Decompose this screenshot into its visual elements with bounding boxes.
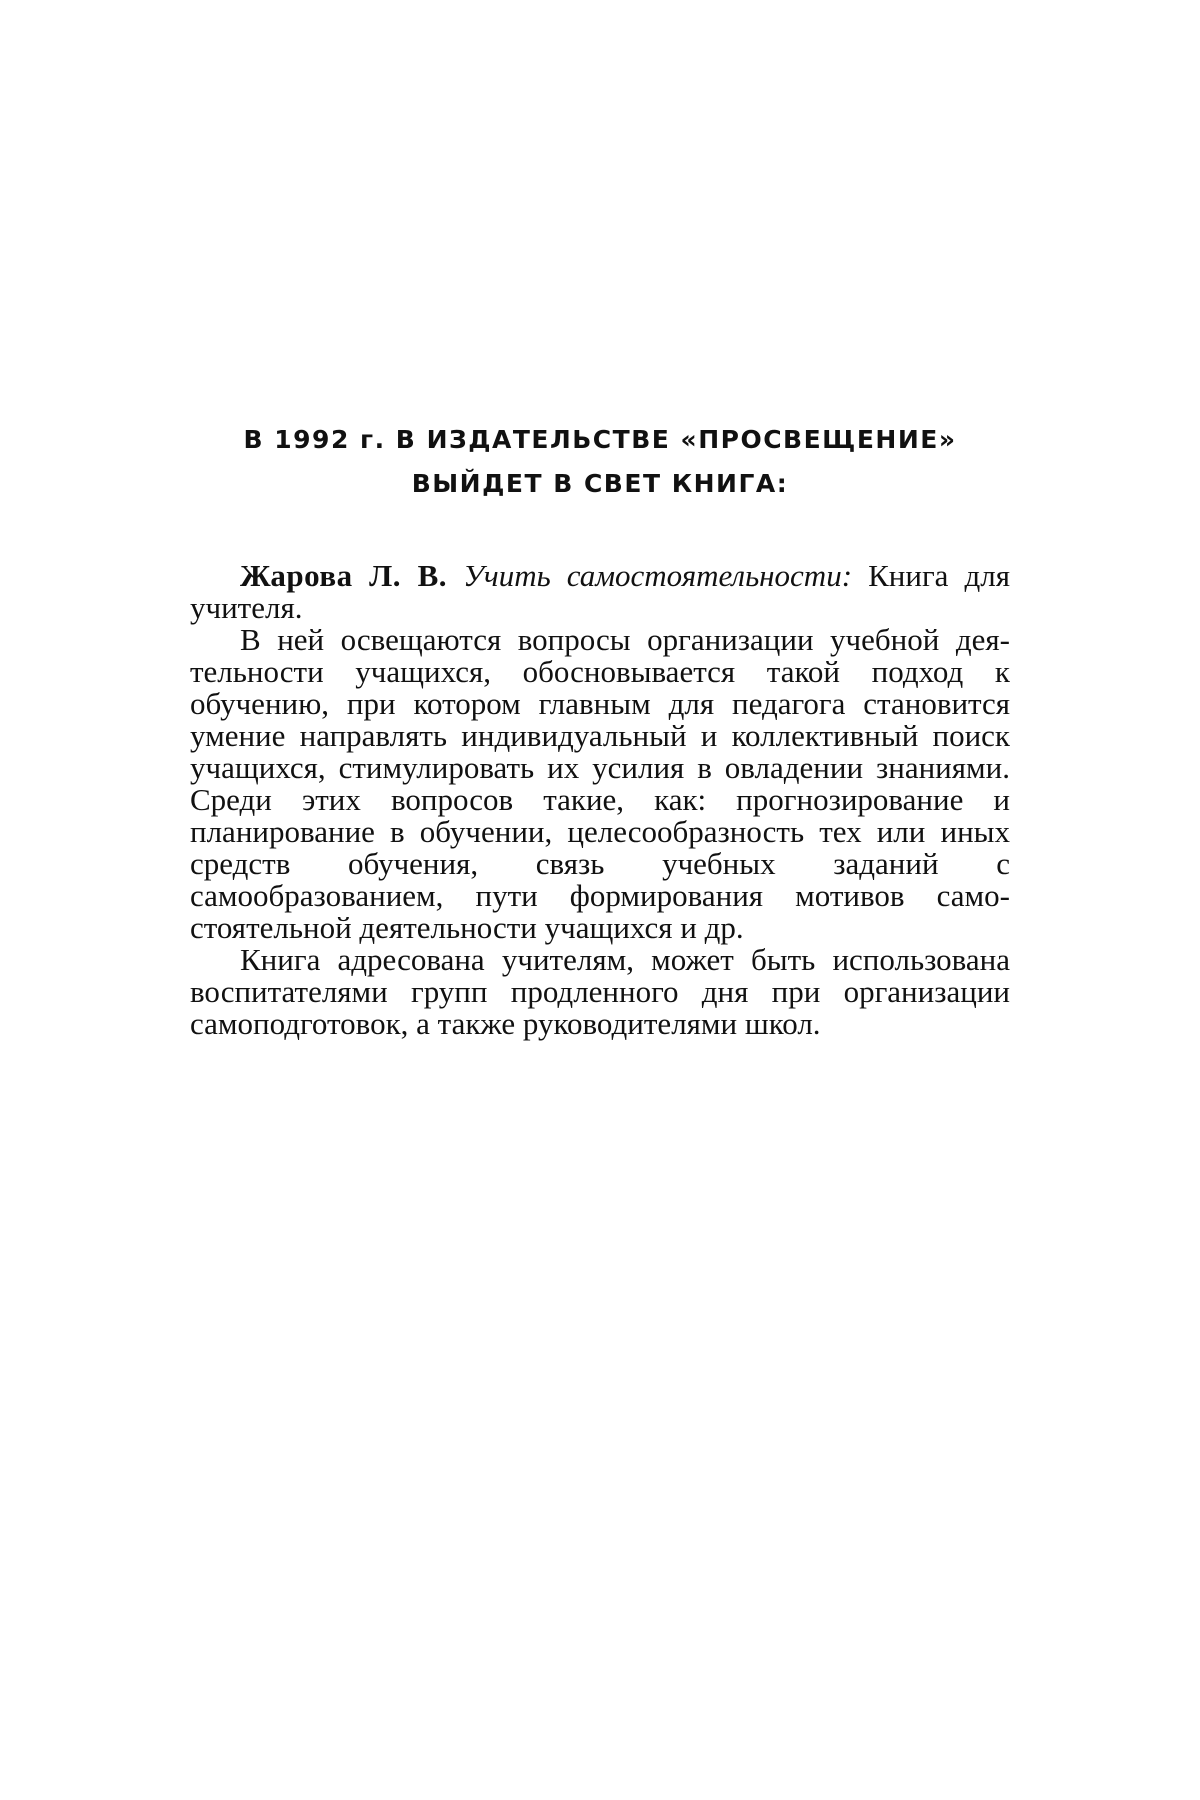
- author-name: Жарова Л. В.: [240, 558, 447, 593]
- heading-line-1: В 1992 г. В ИЗДАТЕЛЬСТВЕ «ПРОСВЕЩЕНИЕ»: [243, 425, 957, 454]
- description-paragraph: В ней освещаются вопросы организации учебной деятельности учащихся, обосновывается такой подход к обучению, при котором главным для педагога становится умение направлять индивидуальный и коллективный поиск учащихся, стимулировать их усилия в овладении знаниями. Среди этих вопросов такие, как: прогнозирование и планирование в обучении, целесообразность тех или иных средств обучения, связь учебных заданий с самообразованием, пути формирования мотивов самостоятельной деятельности учащихся и др.: [190, 622, 1010, 945]
- book-title: Учить самостоятельности:: [463, 558, 853, 593]
- book-entry: [190, 560, 1010, 624]
- book-announcement: [190, 560, 1010, 1040]
- heading-line-2: ВЫЙДЕТ В СВЕТ КНИГА:: [411, 469, 789, 498]
- book-subtitle: Книга для учителя.: [190, 558, 1011, 625]
- audience-paragraph: Книга адресована учителям, может быть использована воспитателями групп продленного дня при организации самоподготовок, а также руководителями школ.: [190, 942, 1010, 1041]
- announcement-heading: [190, 418, 1010, 506]
